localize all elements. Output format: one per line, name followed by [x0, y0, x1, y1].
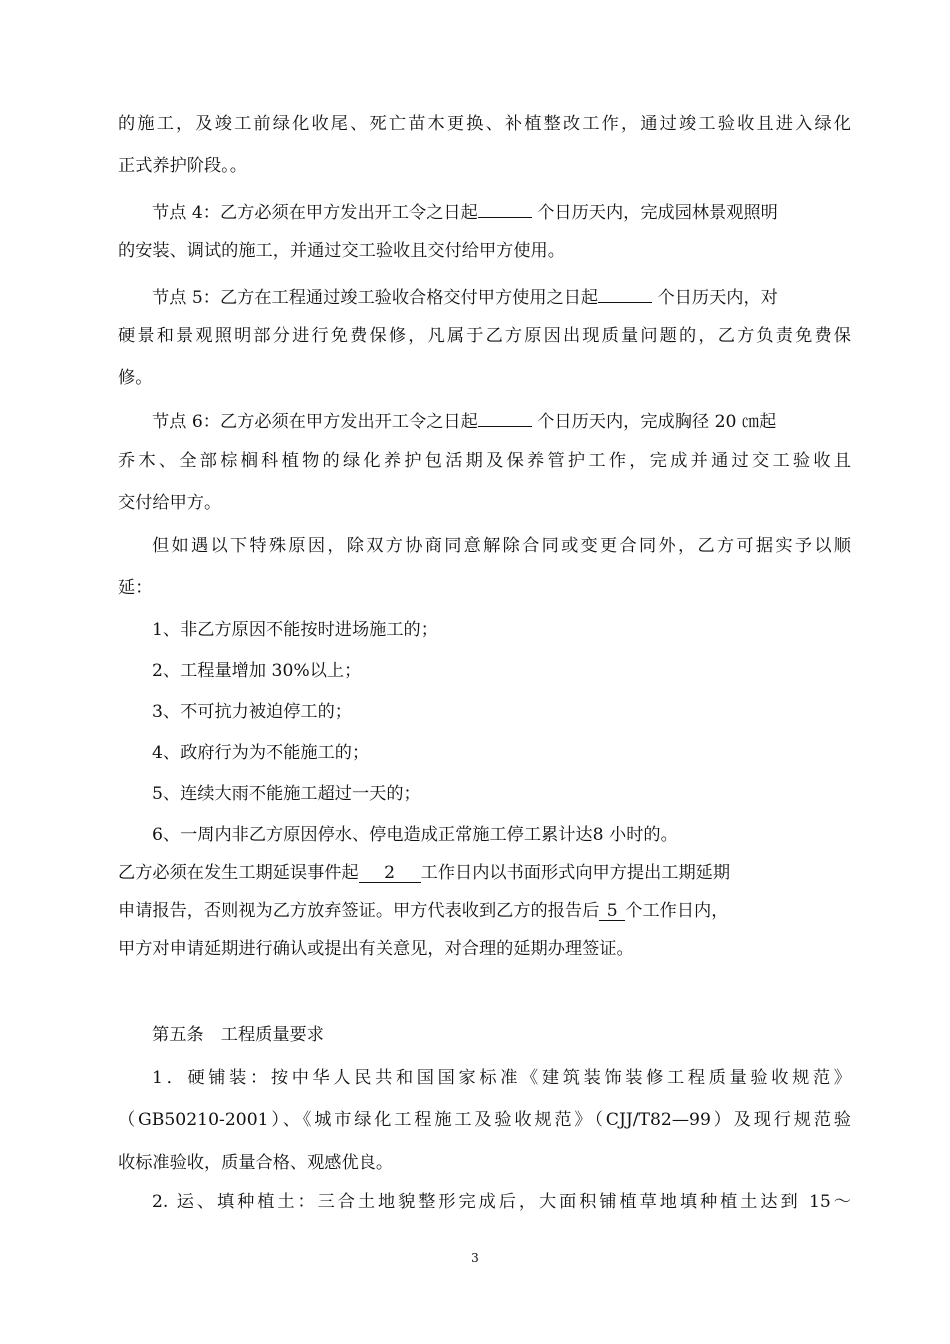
- node5-line: [152, 282, 778, 310]
- delay-workdays-blank: 5: [599, 900, 625, 921]
- paragraph-line: 延：: [118, 578, 153, 598]
- list-item: 6、一周内非乙方原因停水、停电造成正常施工停工累计达8 小时的。: [152, 825, 678, 845]
- section-heading: 第五条 工程质量要求: [152, 1025, 324, 1045]
- node6-line: [152, 406, 776, 434]
- paragraph-line: 的施工，及竣工前绿化收尾、死亡苗木更换、补植整改工作，通过竣工验收且进入绿化: [118, 114, 851, 134]
- delay-text-c: 申请报告，否则视为乙方放弃签证。甲方代表收到乙方的报告后: [118, 901, 600, 921]
- node4-blank: [478, 197, 532, 218]
- list-item: 3、不可抗力被迫停工的；: [152, 702, 352, 722]
- paragraph-line: 修。: [118, 368, 153, 388]
- paragraph-line: 交付给甲方。: [118, 493, 222, 513]
- node6-blank: [478, 406, 532, 427]
- paragraph-line: 乔木、全部棕榈科植物的绿化养护包活期及保养管护工作，完成并通过交工验收且: [118, 451, 851, 471]
- node4-line: [152, 197, 778, 225]
- node4-text-b: 个日历天内，完成园林景观照明: [531, 203, 778, 223]
- node6-text-a: 节点 6：乙方必须在甲方发出开工令之日起: [152, 412, 478, 432]
- list-item: 1、非乙方原因不能按时进场施工的；: [152, 620, 438, 640]
- delay-text-d: 个工作日内，: [625, 901, 729, 921]
- delay-days-blank: 2: [359, 862, 421, 883]
- list-item: 2、工程量增加 30%以上；: [152, 661, 362, 681]
- paragraph-line: 1．硬铺装：按中华人民共和国国家标准《建筑装饰装修工程质量验收规范》: [152, 1068, 851, 1088]
- delay-line-1: [118, 861, 730, 885]
- paragraph-line: 但如遇以下特殊原因，除双方协商同意解除合同或变更合同外，乙方可据实予以顺: [152, 536, 851, 556]
- node5-blank: [598, 282, 652, 303]
- list-item: 5、连续大雨不能施工超过一天的；: [152, 784, 421, 804]
- node6-text-b: 个日历天内，完成胸径 20 ㎝起: [531, 412, 777, 432]
- node4-text-a: 节点 4：乙方必须在甲方发出开工令之日起: [152, 203, 478, 223]
- paragraph-line: 收标准验收，质量合格、观感优良。: [118, 1153, 394, 1173]
- node5-text-a: 节点 5：乙方在工程通过竣工验收合格交付甲方使用之日起: [152, 288, 599, 308]
- paragraph-line: 的安装、调试的施工，并通过交工验收且交付给甲方使用。: [118, 241, 565, 261]
- delay-text-a: 乙方必须在发生工期延误事件起: [118, 863, 359, 883]
- paragraph-line: （GB50210-2001）、《城市绿化工程施工及验收规范》（CJJ/T82—99）及现行规范验: [118, 1110, 851, 1130]
- page-number: 3: [471, 1251, 479, 1265]
- paragraph-line: 2. 运、填种植土：三合土地貌整形完成后，大面积铺植草地填种植土达到 15～: [152, 1192, 851, 1212]
- delay-line-2: [118, 899, 728, 923]
- delay-text-b: 工作日内以书面形式向甲方提出工期延期: [420, 863, 731, 883]
- node5-text-b: 个日历天内，对: [652, 288, 778, 308]
- paragraph-line: 甲方对申请延期进行确认或提出有关意见，对合理的延期办理签证。: [118, 939, 634, 959]
- paragraph-line: 硬景和景观照明部分进行免费保修，凡属于乙方原因出现质量问题的，乙方负责免费保: [118, 326, 851, 346]
- paragraph-line: 正式养护阶段。。: [118, 156, 247, 176]
- list-item: 4、政府行为为不能施工的；: [152, 743, 370, 763]
